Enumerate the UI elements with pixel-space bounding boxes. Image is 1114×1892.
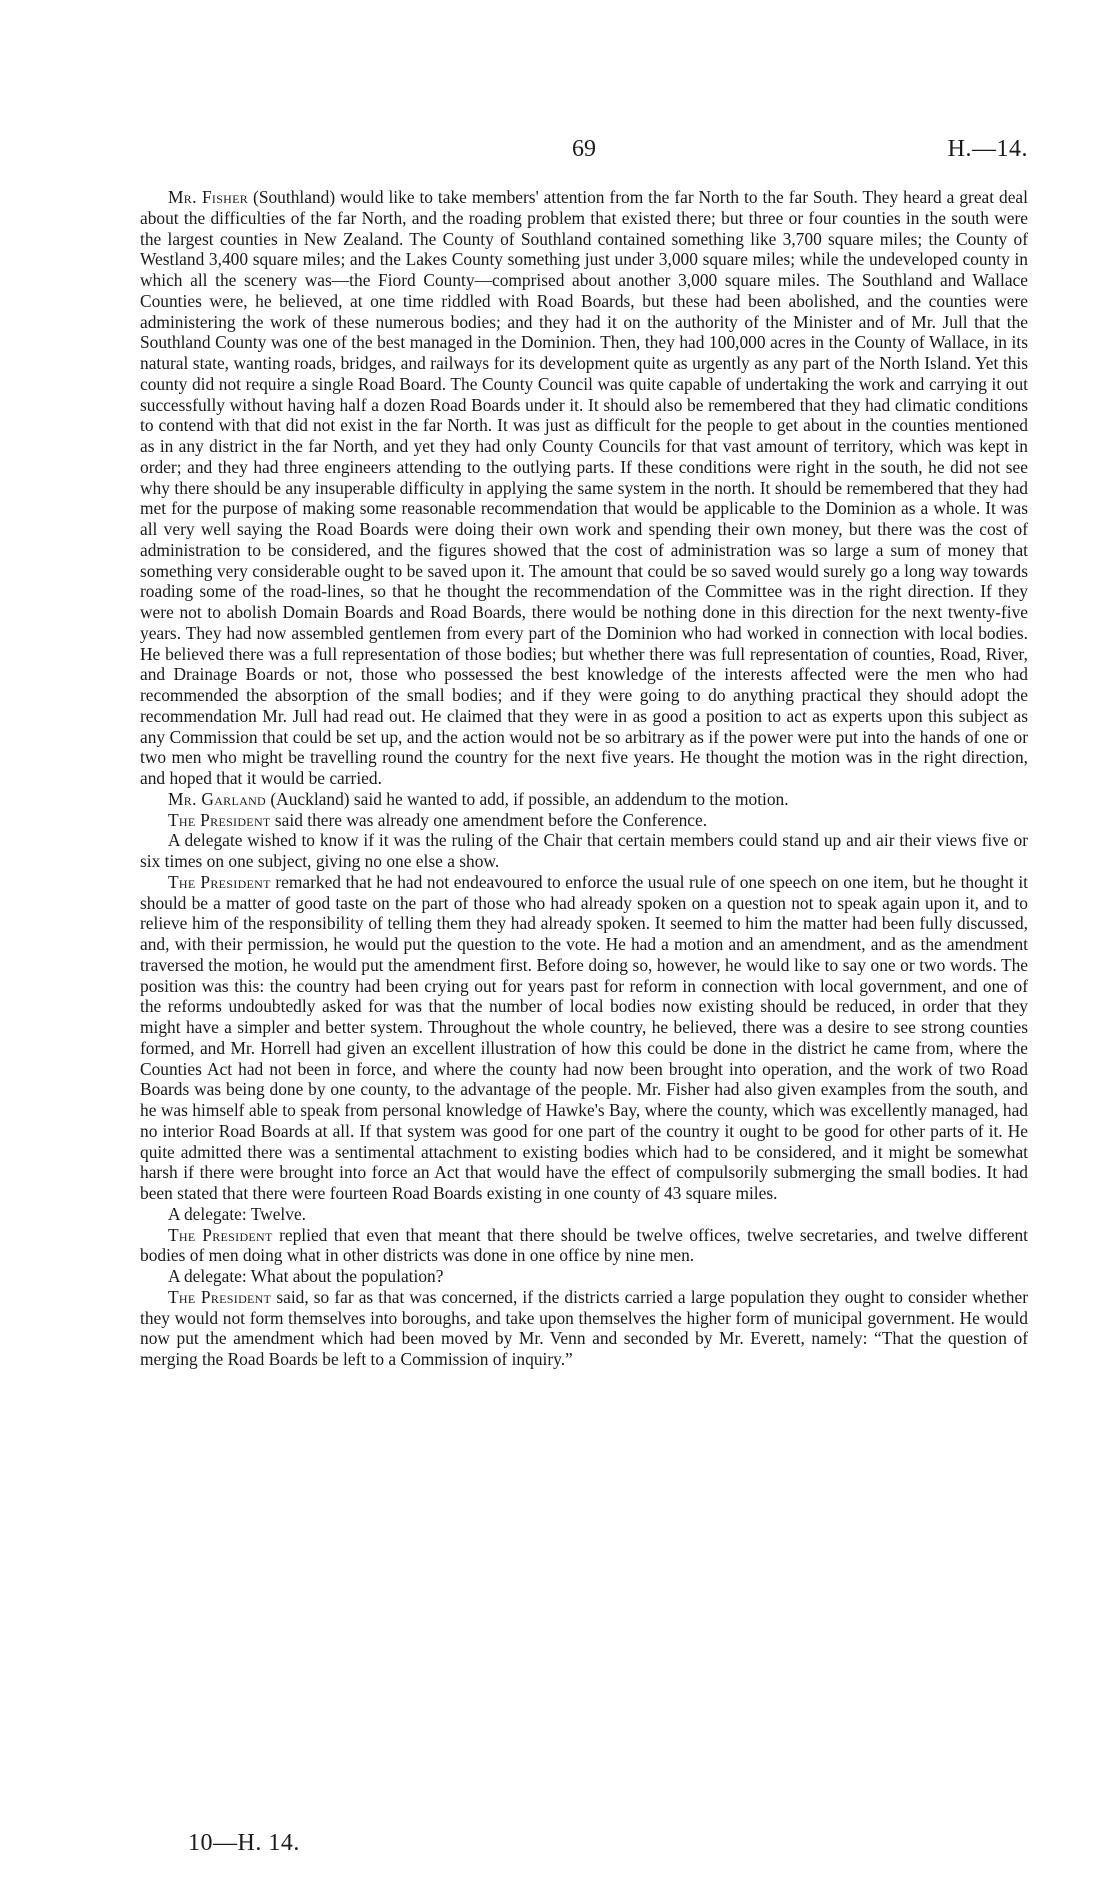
paragraph bbox=[140, 830, 1028, 872]
paragraph-text: said, so far as that was concerned, if the districts carried a large population they ought to consider whether they would not form themselves into boroughs, and take upon themselves the higher form of municipal government. He would now put the amendment which had been moved by Mr. Venn and seconded by Mr. Everett, namely: “That the question of merging the Road Boards be left to a Commission of inquiry.” bbox=[140, 1286, 1028, 1369]
speaker-name: The President bbox=[168, 871, 271, 892]
speaker-name: Mr. Fisher bbox=[168, 187, 249, 207]
paragraph bbox=[140, 1225, 1028, 1267]
page-number: 69 bbox=[572, 136, 596, 162]
body-text bbox=[140, 187, 1028, 1370]
paragraph bbox=[140, 789, 1028, 810]
paragraph-text: (Auckland) said he wanted to add, if possible, an addendum to the motion. bbox=[266, 788, 789, 809]
speaker-name: The President bbox=[168, 809, 271, 830]
speaker-name: Mr. Garland bbox=[168, 788, 267, 809]
paragraph bbox=[140, 1287, 1028, 1370]
paragraph-text: said there was already one amendment before the Conference. bbox=[270, 809, 708, 830]
speaker-name: The President bbox=[168, 1224, 273, 1245]
paragraph-text: remarked that he had not endeavoured to enforce the usual rule of one speech on one item, but he thought it should be a matter of good taste on the part of those who had already spoken on a question not to speak again upon it, and to relieve him of the responsibility of telling them they had already spoken. It seemed to him the matter had been fully discussed, and, with their permission, he would put the question to the vote. He had a motion and an amendment, and as the amendment traversed the motion, he would put the amendment first. Before doing so, however, he would like to say one or two words. The position was this: the country had been crying out for years past for reform in connection with local government, and one of the reforms undoubtedly asked for was that the number of local bodies now existing should be reduced, in order that they might have a simpler and better system. Throughout the whole country, he believed, there was a desire to see strong counties formed, and Mr. Horrell had given an excellent illustration of how this could be done in the district he came from, where the Counties Act had not been in force, and where the county had now been brought into operation, and the work of two Road Boards was being done by one county, to the advantage of the people. Mr. Fisher had also given examples from the south, and he was himself able to speak from personal knowledge of Hawke's Bay, where the county, which was excellently managed, had no interior Road Boards at all. If that system was good for one part of the country it ought to be good for other parts of it. He quite admitted there was a sentimental attachment to existing bodies which had to be considered, and it might be somewhat harsh if there were brought into force an Act that would have the effect of compulsorily submerging the small bodies. It had been stated that there were fourteen Road Boards existing in one county of 43 square miles. bbox=[140, 871, 1028, 1203]
paragraph-text: A delegate: What about the population? bbox=[168, 1266, 444, 1286]
paragraph bbox=[140, 187, 1028, 789]
speaker-name: The President bbox=[168, 1286, 272, 1307]
page-header bbox=[140, 136, 1028, 166]
paragraph bbox=[140, 1266, 1028, 1287]
paragraph-text: A delegate: Twelve. bbox=[168, 1203, 307, 1224]
paragraph bbox=[140, 1204, 1028, 1225]
page-reference: H.—14. bbox=[947, 136, 1028, 162]
paragraph-text: replied that even that meant that there should be twelve offices, twelve secretaries, and twelve different bodies of men doing what in other districts was done in one office by nine men. bbox=[140, 1224, 1028, 1266]
signature-mark: 10—H. 14. bbox=[188, 1830, 300, 1856]
paragraph bbox=[140, 810, 1028, 831]
paragraph-text: (Southland) would like to take members' attention from the far North to the far South. They heard a great deal about the difficulties of the far North, and the roading problem that existed there; but three or four counties in the south were the largest counties in New Zealand. The County of Southland contained something like 3,700 square miles; the County of Westland 3,400 square miles; and the Lakes County something just under 3,000 square miles; while the undeveloped county in which all the scenery was—the Fiord County—comprised about another 3,000 square miles. The Southland and Wallace Counties were, he believed, at one time riddled with Road Boards, but these had been abolished, and the counties were administering the work of these numerous bodies; and they had it on the authority of the Minister and of Mr. Jull that the Southland County was one of the best managed in the Dominion. Then, they had 100,000 acres in the County of Wallace, in its natural state, wanting roads, bridges, and railways for its development quite as urgently as any part of the North Island. Yet this county did not require a single Road Board. The County Council was quite capable of undertaking the work and carrying it out successfully without having half a dozen Road Boards under it. It should also be remembered that they had climatic conditions to contend with that did not exist in the far North. It was just as difficult for the people to get about in the counties mentioned as in any district in the far North, and yet they had only County Councils for that vast amount of territory, which was kept in order; and they had three engineers attending to the outlying parts. If these conditions were right in the south, he did not see why there should be any insuperable difficulty in applying the same system in the north. It should be remembered that they had met for the purpose of making some reasonable recommendation that would be applicable to the Dominion as a whole. It was all very well saying the Road Boards were doing their own work and spending their own money, but there was the cost of administration to be considered, and the figures showed that the cost of administration was so large a sum of money that something very considerable ought to be saved upon it. The amount that could be so saved would surely go a long way towards roading some of the road-lines, so that he thought the recommendation of the Committee was in the right direction. If they were not to abolish Domain Boards and Road Boards, there would be nothing done in this direction for the next twenty-five years. They had now assembled gentlemen from every part of the Dominion who had worked in connection with local bodies. He believed there was a full representation of those bodies; but whether there was full representation of counties, Road, River, and Drainage Boards or not, those who possessed the best knowledge of the interests affected were the men who had recommended the absorption of the small bodies; and if they were going to do anything practical they should adopt the recommendation Mr. Jull had read out. He claimed that they were in as good a position to act as experts upon this subject as any Commission that could be set up, and the action would not be so arbitrary as if the power were put into the hands of one or two men who might be travelling round the country for the next five years. He thought the motion was in the right direction, and hoped that it would be carried. bbox=[140, 187, 1028, 788]
paragraph bbox=[140, 872, 1028, 1204]
paragraph-text: A delegate wished to know if it was the ruling of the Chair that certain members could stand up and air their views five or six times on one subject, giving no one else a show. bbox=[140, 830, 1028, 871]
